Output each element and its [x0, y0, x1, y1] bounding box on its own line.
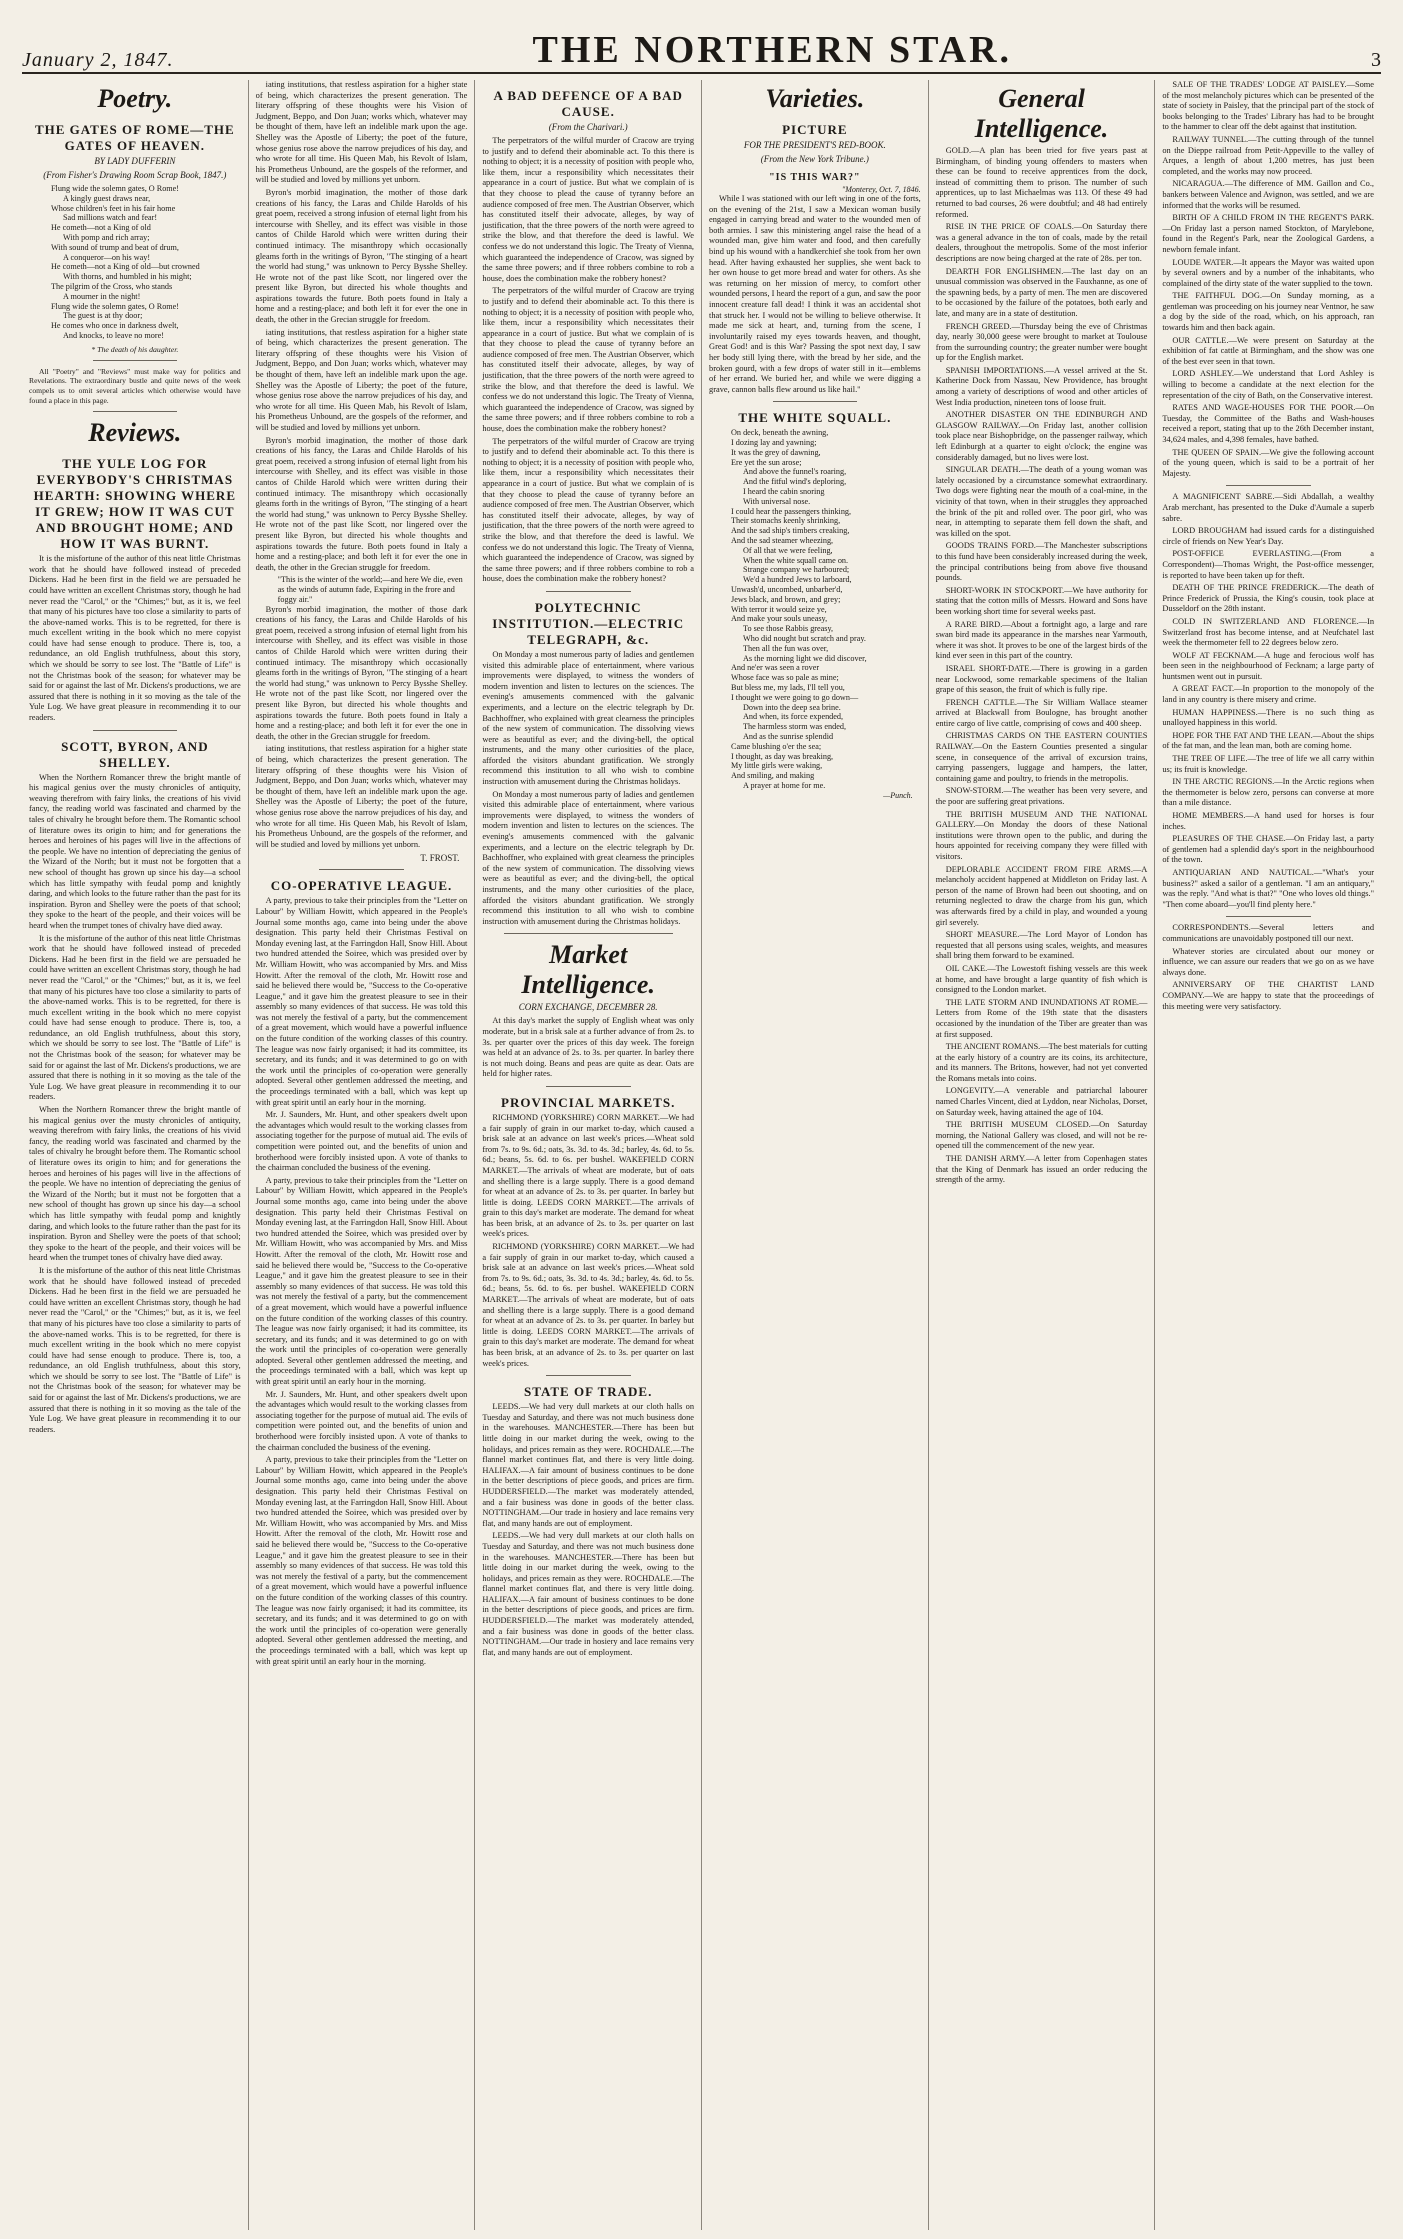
poem-line: Their stomachs keenly shrinking, [731, 516, 841, 526]
coop-body: Mr. J. Saunders, Mr. Hunt, and other speakers dwelt upon the advantages which would result to the working classes from associating together for the purpose of mutual aid. The evils of competition were pointed out, and the benefits of union and brotherhood were forcibly insisted upon. A vote of thanks to the chairman concluded the business of the evening. [255, 1110, 468, 1173]
poem-line: When the white squall came on. [743, 555, 849, 565]
provincial-heading: PROVINCIAL MARKETS. [501, 1094, 676, 1110]
poem-line: The guest is at thy door; [63, 311, 143, 321]
review-body-continued: When the Northern Romancer threw the bright mantle of his magical genius over the musty chronicles of antiquity, weaving therefrom with fairy links, the creations of his vivid fancy, the reading world was fascinated and charmed by the tales of chivalry he brought before them. The Romantic school of literature owes its origin to him; and for generations the heroes and heroines of his pages will live in the affections of the people. We have no intention of depreciating the genius of the Wizard of the North; but it must not be forgotten that a new school of thought has grown up since his day—a school which has little sympathy with feudal pomp and knightly daring, and which looks to the future rather than the past for its inspiration. Byron and Shelley were the poets of that school; they spoke to the heart of the people, and their voices will be heard when the trumpet tones of chivalry have died away. [29, 1105, 241, 1263]
poem-line: With sound of trump and beat of drum, [51, 242, 179, 252]
poem-line: Down into the deep sea brine. [743, 702, 841, 712]
coop-body: A party, previous to take their principles from the "Letter on Labour" by William Howitt, which appeared in the People's Journal some months ago, came into being under the above designation. This party held their Christmas Festival on Monday evening last, at the Farringdon Hall, Snow Hill. About two hundred attended the Soiree, which was presided over by Mr. William Howitt, who was accompanied by Mrs. and Miss Howitt. After the removal of the cloth, Mr. Howitt rose and said he believed there would be, "Success to the Co-operative League," and it gave him the greatest pleasure to see in their assembly so many evidences of that success. He was told this was not merely the festival of a party, but the commencement of a great movement, which would have a powerful influence on the future condition of the working classes of this country. The league was now fairly organised; it had its committee, its secretary, and its funds; and it was determined to go on with the work until the principles of co-operation were generally adopted. Several other gentlemen addressed the meeting, and the proceedings terminated with a ball, which was kept up with great spirit until an early hour in the morning. [255, 1175, 468, 1387]
poem-line: Sad millions watch and fear! [63, 213, 158, 223]
poem-line: Unwash'd, uncombed, unbarber'd, [731, 585, 843, 595]
divider [546, 1375, 631, 1376]
paragraph: HOME MEMBERS.—A hand used for horses is four inches. [1162, 811, 1375, 831]
poem-author: BY LADY DUFFERIN [94, 156, 176, 166]
divider [93, 411, 178, 412]
paragraph: SNOW-STORM.—The weather has been very severe, and the poor are suffering great privations. [935, 786, 1148, 807]
poem-author: —Punch. [883, 790, 913, 800]
divider [773, 401, 858, 402]
market-subheading: CORN EXCHANGE, DECEMBER 28. [518, 1002, 658, 1013]
poem-line: I thought we were going to go down— [731, 692, 859, 702]
market-heading: Market Intelligence. [521, 940, 655, 1000]
masthead [22, 14, 1381, 74]
poem-line: Then all the fun was over, [743, 643, 829, 653]
paragraph: BIRTH OF A CHILD FROM IN THE REGENT'S PARK.—On Friday last a person named Stockton, of Marylebone, found in the Regent's Park, near the Zoological Gardens, a newborn female infant. [1162, 213, 1375, 254]
trade-body: LEEDS.—We had very dull markets at our cloth halls on Tuesday and Saturday, and there was not much business done in the warehouses. MANCHESTER.—There has been but little doing in our market during the week, owing to the holidays, and prices remain as they were. ROCHDALE.—The flannel market continues flat, and there is very little doing. HALIFAX.—A fair amount of business continues to be done in the better descriptions of piece goods, and prices are firm. HUDDERSFIELD.—The market was moderately attended, and a fair business was done in goods of the better class. NOTTINGHAM.—Our trade in hosiery and lace remains very flat, and many hands are out of employment. [482, 1531, 695, 1657]
paragraph: ANOTHER DISASTER ON THE EDINBURGH AND GLASGOW RAILWAY.—On Friday last, another collision took place near Bishopbridge, on the passenger railway, which left Edinburgh at a quarter to eight o'clock; the engine was considerably damaged, but no lives were lost. [935, 410, 1148, 462]
quote-text: "This is the winter of the world;—and here We die, even as the winds of autumn fade, Expiring in the frore and foggy air." [277, 575, 463, 604]
misc-items [1162, 80, 1374, 479]
poem-line: A mourner in the night! [63, 291, 141, 301]
paragraph: RISE IN THE PRICE OF COALS.—On Saturday there was a general advance in the ton of coals, made by the retail dealers, throughout the metropolis. Some of the most inferior descriptions are now being charged at the rate of 28s. per ton. [935, 222, 1148, 263]
poem-body [709, 428, 921, 790]
poem-line: With terror it would seize ye, [731, 604, 827, 614]
poem-footnote: * The death of his daughter. [91, 344, 179, 354]
picture-dateline: "Monterey, Oct. 7, 1846. [841, 185, 921, 194]
article-body: The perpetrators of the wilful murder of Cracow are trying to justify and to defend their abominable act. To this there is nothing to object; it is a necessity of position with people who, like them, incur a responsibility which necessitates their appearance in a court of justice. But what we complain of is that they choose to plead the cause of tyranny before an audience composed of free men. The Austrian Observer, which has constituted itself their advocate, alleges, by way of justification, that the three powers of the north were agreed to strike the blow, and that therefore the deed is lawful. We confess we do not understand this logic. The Treaty of Vienna, which guaranteed the independence of Cracow, was signed by the same three powers; and if three robbers combine to rob a house, does the combination make the robbery honest? [482, 286, 695, 434]
poem-line: Of all that we were feeling, [743, 545, 833, 555]
paragraph: SALE OF THE TRADES' LODGE AT PAISLEY.—Some of the most melancholy pictures which can be presented of the state of society in Paisley, that the principal part of the stock of books belonging to the Trades' Library has had to be brought to the hammer to clear off the debt against that institution. [1162, 80, 1375, 132]
poem-line: A prayer at home for me. [743, 780, 826, 790]
poem-line: Flung wide the solemn gates, O Rome! [51, 184, 180, 193]
poem-line: The harmless storm was ended, [743, 722, 847, 732]
article-body: The perpetrators of the wilful murder of Cracow are trying to justify and to defend their abominable act. To this there is nothing to object; it is a necessity of position with people who, like them, incur a responsibility which necessitates their appearance in a court of justice. But what we complain of is that they choose to plead the cause of tyranny before an audience composed of free men. The Austrian Observer, which has constituted itself their advocate, alleges, by way of justification, that the three powers of the north were agreed to strike the blow, and that therefore the deed is lawful. We confess we do not understand this logic. The Treaty of Vienna, which guaranteed the independence of Cracow, was signed by the same three powers; and if three robbers combine to rob a house, does the combination make the robbery honest? [482, 136, 695, 283]
paragraph: GOLD.—A plan has been tried for five years past at Birmingham, of binding young offenders to masters when these can be found to receive apprentices from the dock, instead of committing them to prison. The number of such apprentices, up to last Michaelmas was 113. Of these 49 had returned to bad courses, 26 were doubtful; and 48 had entirely reformed. [935, 146, 1148, 219]
poem-line: To see those Rabbis greasy, [743, 624, 834, 634]
paragraph: THE BRITISH MUSEUM CLOSED.—On Saturday morning, the National Gallery was closed, and will not be re-opened till the commencement of the new year. [935, 1120, 1148, 1151]
paragraph: NICARAGUA.—The difference of MM. Gaillon and Co., bankers between Valence and Avignon, was settled, and we are informed that the works will be resumed. [1162, 179, 1375, 210]
poem-line: Strange company we harboured; [743, 565, 850, 575]
paragraph: COLD IN SWITZERLAND AND FLORENCE.—In Switzerland frost has become intense, and at Neufchatel last week the thermometer fell to 22 degrees below zero. [1162, 616, 1375, 648]
provincial-body: RICHMOND (YORKSHIRE) CORN MARKET.—We had a fair supply of grain in our market to-day, which caused a brisk sale at an advance on last week's prices.—Wheat sold from 7s. to 9s. 6d.; oats, 3s. 3d. to 4s. 3d.; barley, 4s. 6d. to 5s. 6d.; beans, 5s. 6d. to 6s. per bushel. WAKEFIELD CORN MARKET.—The arrivals of wheat are moderate, but of oats and shelling there is a large supply. There is a good demand for wheat at an advance of 2s. to 3s. per quarter. In barley but little is doing. LEEDS CORN MARKET.—The arrivals of grain to this day's market are moderate. The demand for wheat has been brisk, at an advance of 2s. to 3s. per quarter on last week's prices. [482, 1112, 695, 1239]
paragraph: SHORT-WORK IN STOCKPORT.—We have authority for stating that the cotton mills of Messrs. Howard and Sons have been working short time for several weeks past. [935, 585, 1148, 616]
poem-line: I thought, as day was breaking, [731, 751, 834, 761]
poem-line: On deck, beneath the awning, [731, 428, 829, 438]
divider [1226, 916, 1311, 917]
paragraph: WOLF AT FECKNAM.—A huge and ferocious wolf has been seen in the neighbourhood of Fecknam; a large party of huntsmen went out in pursuit. [1162, 650, 1375, 681]
paragraph: A RARE BIRD.—About a fortnight ago, a large and rare swan bird made its appearance in the marshes near Yarmouth, where it was shot. It proves to be one of the largest birds of the kind ever seen in this part of the country. [935, 619, 1148, 661]
poem-line: My little girls were waking, [731, 761, 823, 771]
divider [504, 933, 673, 934]
paragraph: A GREAT FACT.—In proportion to the monopoly of the land in any country is there misery and crime. [1162, 684, 1375, 705]
paragraph: LOUDE WATER.—It appears the Mayor was waited upon by several owners and by a number of the inhabitants, who complained of the dirty state of the water supplied to the town. [1162, 257, 1375, 288]
paragraph: FRENCH GREED.—Thursday being the eve of Christmas day, nearly 30,000 geese were brought to market at Toulouse from the surrounding country; the greater number were bought up for the English market. [935, 321, 1148, 363]
poem-line: With thorns, and humbled in his might; [63, 272, 192, 282]
page-number: 3 [1371, 49, 1381, 71]
newspaper-title: THE NORTHERN STAR. [532, 29, 1013, 71]
poem-line: He cometh—not a King of old—but crowned [51, 262, 200, 272]
poem-line: Who did nought but scratch and pray. [743, 634, 866, 644]
column-5 [928, 80, 1155, 2230]
trade-heading: STATE OF TRADE. [524, 1384, 653, 1400]
poem-line: As the morning light we did discover, [743, 653, 867, 663]
paragraph: FRENCH CATTLE.—The Sir William Wallace steamer arrived at Blackwall from Boulogne, has brought another entire cargo of live cattle, comprising of cows and 400 sheep. [935, 697, 1148, 728]
divider [93, 730, 178, 731]
misc-note: Whatever stories are circulated about our money or influence, we can assure our readers that we go on as we have always done. [1162, 946, 1375, 977]
article-continued: iating institutions, that restless aspiration for a higher state of being, which characterizes the present generation. The literary offspring of these thoughts were his Vision of Judgment, Beppo, and Don Juan; works which, whatever may be thought of them, have left an indelible mark upon the age. Shelley was the Apostle of Liberty; the poet of the future, whose genius rose above the narrow prejudices of his day, and who wrote for all time. His Queen Mab, his Revolt of Islam, his Prometheus Unbound, are the gospels of the reformer, and will be studied and loved by millions yet unborn. [255, 80, 468, 185]
article-signature: T. FROST. [420, 853, 460, 864]
paragraph: PLEASURES OF THE CHASE.—On Friday last, a party of gentlemen had a splendid day's sport in the neighbourhood of the town. [1162, 834, 1375, 865]
paragraph: RATES AND WAGE-HOUSES FOR THE POOR.—On Tuesday, the Committee of the Baths and Wash-houses received a report, stating that up to the 26th December instant, 34,624 males, and 4,398 females, have bathed. [1162, 403, 1375, 444]
poem-line: It was the grey of dawning, [731, 447, 821, 457]
picture-source: (From the New York Tribune.) [760, 154, 869, 164]
paragraph: OIL CAKE.—The Lowestoft fishing vessels are this week at home, and have brought a large quantity of fish which is consigned to the London market. [935, 963, 1148, 995]
poem-line: And knocks, to leave no more! [63, 330, 164, 340]
paragraph: SHORT MEASURE.—The Lord Mayor of London has requested that all persons using scales, weights, and measures shall bring them forward to be examined. [935, 930, 1148, 961]
paragraph: THE FAITHFUL DOG.—On Sunday morning, as a gentleman was proceeding on his journey near Ventnor, he saw a dog by the side of the road, which, on his approach, ran towards him and then back again. [1162, 291, 1375, 333]
article-body: On Monday a most numerous party of ladies and gentlemen visited this admirable place of entertainment, where various improvements were displayed, to witness the wonders of modern invention and listen to lectures on the sciences. The evening's amusements commenced with the galvanic experiments, and a lecture on the electric telegraph by Dr. Bachhoffner, who explained with great clearness the principles of the new system of communication. The dissolving views were as beautiful as ever; and the diving-bell, the optical instruments, and the many other curiosities of the place, afforded the visitors abundant gratification. We strongly recommend this institution to all who wish to combine instruction with amusement during the Christmas holidays. [482, 649, 695, 787]
paragraph: LONGEVITY.—A venerable and patriarchal labourer named Charles Vincent, died at Lyddon, near Nicholas, Dorset, on Saturday week, having attained the age of 104. [935, 1086, 1148, 1117]
poem-line: And the sad steamer wheezing, [731, 536, 834, 546]
poem-line: He comes who once in darkness dwelt, [51, 321, 179, 331]
paragraph: THE TREE OF LIFE.—The tree of life we all carry within us; its fruit is knowledge. [1162, 754, 1375, 774]
article-title: A BAD DEFENCE OF A BAD CAUSE. [493, 88, 683, 119]
poem-line: And make your souls uneasy, [731, 614, 828, 624]
reviews-heading: Reviews. [88, 418, 182, 448]
paragraph: THE LATE STORM AND INUNDATIONS AT ROME.—Letters from Rome of the 19th state that the disasters occasioned by the inundation of the Tiber are greater than was at first supposed. [935, 997, 1148, 1039]
column-3 [474, 80, 701, 2230]
paragraph: THE BRITISH MUSEUM AND THE NATIONAL GALLERY.—On Monday the doors of these National institutions were thrown open to the public, and during the hours appointed for receiving company they were filled with visitors. [935, 809, 1148, 861]
paragraph: POST-OFFICE EVERLASTING.—(From a Correspondent)—Thomas Wright, the Post-office messenger, is reported to have been taken up for theft. [1162, 549, 1375, 580]
divider [93, 360, 178, 361]
paragraph: OUR CATTLE.—We were present on Saturday at the exhibition of fat cattle at Birmingham, and the show was one of the best ever seen in that town. [1162, 335, 1375, 366]
poem-line: And smiling, and making [731, 771, 815, 781]
article-body: On Monday a most numerous party of ladies and gentlemen visited this admirable place of entertainment, where various improvements were displayed, to witness the wonders of modern invention and listen to lectures on the sciences. The evening's amusements commenced with the galvanic experiments, and a lecture on the electric telegraph by Dr. Bachhoffner, who explained with great clearness the principles of the new system of communication. The dissolving views were as beautiful as ever; and the diving-bell, the optical instruments, and the many other curiosities of the place, afforded the visitors abundant gratification. We strongly recommend this institution to all who wish to combine instruction with amusement during the Christmas holidays. [482, 789, 695, 926]
review-body: When the Northern Romancer threw the bright mantle of his magical genius over the musty chronicles of antiquity, weaving therefrom with fairy links, the creations of his vivid fancy, the reading world was fascinated and charmed by the tales of chivalry he brought before them. The Romantic school of literature owes its origin to him; and for generations the heroes and heroines of his pages will live in the affections of the people. We have no intention of depreciating the genius of the Wizard of the North; but it must not be forgotten that a new school of thought has grown up since his day—a school which has little sympathy with feudal pomp and knightly daring, and which looks to the future rather than the past for its inspiration. Byron and Shelley were the poets of that school; they spoke to the heart of the people, and their voices will be heard when the trumpet tones of chivalry have died away. [29, 772, 241, 930]
misc-items-2 [1162, 492, 1374, 910]
paragraph: HOPE FOR THE FAT AND THE LEAN.—About the ships of the fat man, and the lean man, both are coming home. [1162, 730, 1375, 751]
poem-line: I dozing lay and yawning; [731, 438, 817, 448]
trade-body: LEEDS.—We had very dull markets at our cloth halls on Tuesday and Saturday, and there was not much business done in the warehouses. MANCHESTER.—There has been but little doing in our market during the week, owing to the holidays, and prices remain as they were. ROCHDALE.—The flannel market continues flat, and there is very little doing. HALIFAX.—A fair amount of business continues to be done in the better descriptions of piece goods, and prices are firm. HUDDERSFIELD.—The market was moderately attended, and a fair business was done in goods of the better class. NOTTINGHAM.—Our trade in hosiery and lace remains very flat, and many hands are out of employment. [482, 1402, 695, 1528]
review-body-continued: It is the misfortune of the author of this neat little Christmas work that he should have followed instead of preceded Dickens. Had he been first in the field we are persuaded he could have written an excellent Christmas story, though he had never read the "Carol," or the "Chimes;" but, as it is, we feel that many of his pictures have too close a similarity to parts of the above-named works. This is to be regretted, for there is much excellent writing in the book which no mere copyist could have had sense enough to produce. There is, too, a redundance, an old English truthfulness, about this story, which we should be sorry to see lost. The "Battle of Life" is not the Christmas book of the season; for whatever may be said for or against the last of Mr. Dickens's productions, we are assured that there is nothing in it so moving as the tale of the Yule Log. We have great pleasure in recommending it to our readers. [29, 1265, 241, 1434]
paragraph: THE DANISH ARMY.—A letter from Copenhagen states that the King of Denmark has issued an order reducing the strength of the army. [935, 1154, 1148, 1185]
coop-body: Mr. J. Saunders, Mr. Hunt, and other speakers dwelt upon the advantages which would result to the working classes from associating together for the purpose of mutual aid. The evils of competition were pointed out, and the benefits of union and brotherhood were forcibly insisted upon. A vote of thanks to the chairman concluded the business of the evening. [255, 1389, 468, 1452]
article-body: The perpetrators of the wilful murder of Cracow are trying to justify and to defend their abominable act. To this there is nothing to object; it is a necessity of position with people who, like them, incur a responsibility which necessitates their appearance in a court of justice. But what we complain of is that they choose to plead the cause of tyranny before an audience composed of free men. The Austrian Observer, which has constituted itself their advocate, alleges, by way of justification, that the three powers of the north were agreed to strike the blow, and that therefore the deed is lawful. We confess we do not understand this logic. The Treaty of Vienna, which guaranteed the independence of Cracow, was signed by the same three powers; and if three robbers combine to rob a house, does the combination make the robbery honest? [482, 436, 695, 584]
poem-line: A conqueror—on his way! [63, 252, 151, 262]
poem-line: Came blushing o'er the sea; [731, 741, 822, 751]
review-body: It is the misfortune of the author of this neat little Christmas work that he should have followed instead of preceded Dickens. Had he been first in the field we are persuaded he could have written an excellent Christmas story, though he had never read the "Carol," or the "Chimes;" but, as it is, we feel that many of his pictures have too close a similarity to parts of the above-named works. This is to be regretted, for there is much excellent writing in the book which no mere copyist could have had sense enough to produce. There is, too, a redundance, an old English truthfulness, about this story, which we should be sorry to see lost. The "Battle of Life" is not the Christmas book of the season; for whatever may be said for or against the last of Mr. Dickens's productions, we are assured that there is nothing in it so moving as the tale of the Yule Log. We have great pleasure in recommending it to our readers. [29, 554, 241, 723]
poem-line: And the fitful wind's deploring, [743, 477, 847, 487]
divider [319, 869, 404, 870]
paragraph: DEARTH FOR ENGLISHMEN.—The last day on an unusual commission was observed in the Fauxhanne, as one of the spawning beds, by a party of men. The men are discovered to be occasioned by the failure of the potatoes, both early and late, and many are in a state of destitution. [935, 266, 1148, 318]
poem-line: With pomp and rich array; [63, 232, 150, 242]
poem-line: Whose children's feet in his fair home [51, 203, 176, 213]
poem-source: (From Fisher's Drawing Room Scrap Book, 1847.) [43, 170, 227, 180]
misc-note: ANNIVERSARY OF THE CHARTIST LAND COMPANY.—We are happy to state that the proceedings of this meeting were very satisfactory. [1162, 980, 1375, 1011]
article-source: (From the Charivari.) [548, 122, 628, 132]
provincial-body: RICHMOND (YORKSHIRE) CORN MARKET.—We had a fair supply of grain in our market to-day, which caused a brisk sale at an advance on last week's prices.—Wheat sold from 7s. to 9s. 6d.; oats, 3s. 3d. to 4s. 3d.; barley, 4s. 6d. to 5s. 6d.; beans, 5s. 6d. to 6s. per bushel. WAKEFIELD CORN MARKET.—The arrivals of wheat are moderate, but of oats and shelling there is a large supply. There is a good demand for wheat at an advance of 2s. to 3s. per quarter. In barley but little is doing. LEEDS CORN MARKET.—The arrivals of grain to this day's market are moderate. The demand for wheat has been brisk, at an advance of 2s. to 3s. per quarter on last week's prices. [482, 1242, 695, 1368]
paragraph: ANTIQUARIAN AND NAUTICAL.—"What's your business?" asked a sailor of a gentleman. "I am an antiquary," was the reply. "And what is that?" "One who loves old things." "Then come aboard—you'll find plenty here." [1162, 867, 1375, 909]
picture-quote: "IS THIS WAR?" [769, 172, 861, 183]
paragraph: ISRAEL SHORT-DATE.—There is growing in a garden near Lockwood, some remarkable specimens of the Italian grape of this season, the fruit of which is fully ripe. [935, 663, 1148, 695]
poem-line: And the sad ship's timbers creaking, [731, 526, 850, 536]
picture-body: While I was stationed with our left wing in one of the forts, on the evening of the 21st, I saw a Mexican woman busily engaged in carrying bread and water to the wounded men of both armies. I saw this ministering angel raise the head of a wounded man, give him water and food, and then carefully bind up his wound with a handkerchief she took from her own head. After having exhausted her supplies, she went back to her own house to get more bread and water for others. As she was returning on her mission of mercy, to comfort other wounded persons, I heard the report of a gun, and saw the poor innocent creature fall dead! I think it was an accidental shot that struck her. I would not be willing to believe otherwise. It made me sick at heart, and, turning from the scene, I involuntarily raised my eyes towards heaven, and thought, Great God! and is this War? Passing the spot next day, I saw her body still lying there, with the bread by her side, and the broken gourd, with a few drops of water still in it—emblems of her errand. We buried her, and while we were digging a grave, cannon balls flew around us like hail." [709, 194, 921, 394]
picture-title: PICTURE [782, 122, 848, 137]
paragraph: LORD BROUGHAM had issued cards for a distinguished circle of friends on New Year's Day. [1162, 526, 1375, 546]
market-body: At this day's market the supply of English wheat was only moderate, but in a brisk sale at a further advance of from 2s. to 3s. per quarter over the prices of this day week. The foreign was held at an advance of 2s. to 3s. per quarter. In barley there is not much doing. Beans and peas are quite as dear. Oats are held for higher rates. [482, 1016, 695, 1079]
article-body: Byron's morbid imagination, the mother of those dark creations of his fancy, the Laras and Childe Harolds of his great poem, received a strong infusion of eternal light from his intercourse with Shelley, and its effect was visible in those cantos of Childe Harold which were written during their continued intimacy. The misanthropy which occasionally gleams forth in the writings of Byron, "The stinging of a heart the world had stung," was unknown to Percy Bysshe Shelley. He wrote not of the past like Scott, nor lingered over the present like Byron, but directed his whole thoughts and aspirations towards the future. Both poets found in Italy a home and a resting-place; and both left it for ever the one in death, the other in the Grecian struggle for freedom. [255, 604, 468, 741]
poem-line: Flung wide the solemn gates, O Rome! [51, 301, 180, 311]
divider [1226, 485, 1311, 486]
paragraph: A MAGNIFICENT SABRE.—Sidi Abdallah, a wealthy Arab merchant, has presented to the Duke d'Aumale a superb sabre. [1162, 492, 1375, 523]
poem-title: THE GATES OF ROME—THE GATES OF HEAVEN. [34, 122, 235, 153]
quote [256, 575, 468, 604]
poetry-heading: Poetry. [97, 84, 173, 113]
article-title: POLYTECHNIC INSTITUTION.—ELECTRIC TELEGRAPH, &c. [492, 599, 685, 647]
poem-line: He cometh—not a King of old [51, 223, 151, 233]
review-title: SCOTT, BYRON, AND SHELLEY. [61, 738, 209, 770]
poem-body [29, 184, 241, 341]
issue-date: January 2, 1847. [22, 49, 174, 71]
paragraph: SINGULAR DEATH.—The death of a young woman was lately occasioned by a circumstance somewhat extraordinary. Two dogs were fighting near the mouth of a coal-mine, in the vicinity of that town, when in their struggles they approached the brink of the pit and rolled over. The poor girl, who was near, in attempting to separate them fell down the shaft, and was killed on the spot. [935, 465, 1148, 538]
divider [546, 1086, 631, 1087]
paragraph: LORD ASHLEY.—We understand that Lord Ashley is willing to become a candidate at the next election for the representation of the city of Bath, on the Conservative interest. [1162, 369, 1375, 400]
poem-line: The pilgrim of the Cross, who stands [51, 281, 173, 291]
poem-line: And when, its force expended, [743, 712, 844, 722]
coop-body: A party, previous to take their principles from the "Letter on Labour" by William Howitt, which appeared in the People's Journal some months ago, came into being under the above designation. This party held their Christmas Festival on Monday evening last, at the Farringdon Hall, Snow Hill. About two hundred attended the Soiree, which was presided over by Mr. William Howitt, who was accompanied by Mrs. and Miss Howitt. After the removal of the cloth, Mr. Howitt rose and said he believed there would be, "Success to the Co-operative League," and it gave him the greatest pleasure to see in their assembly so many evidences of that success. He was told this was not merely the festival of a party, but the commencement of a great movement, which would have a powerful influence on the future condition of the working classes of this country. The league was now fairly organised; it had its committee, its secretary, and its funds; and it was determined to go on with the work until the principles of co-operation were generally adopted. Several other gentlemen addressed the meeting, and the proceedings terminated with a ball, which was kept up with great spirit until an early hour in the morning. [255, 896, 468, 1107]
column-4 [701, 80, 928, 2230]
paragraph: GOODS TRAINS FORD.—The Manchester subscriptions to this fund have been considerably increased during the week, the principal contributions being from above five thousand pounds. [935, 541, 1148, 583]
varieties-heading: Varieties. [765, 84, 865, 113]
intelligence-items [936, 146, 1148, 1186]
poem-line: I heard the cabin snoring [743, 487, 825, 497]
coop-body: A party, previous to take their principles from the "Letter on Labour" by William Howitt, which appeared in the People's Journal some months ago, came into being under the above designation. This party held their Christmas Festival on Monday evening last, at the Farringdon Hall, Snow Hill. About two hundred attended the Soiree, which was presided over by Mr. William Howitt, who was accompanied by Mrs. and Miss Howitt. After the removal of the cloth, Mr. Howitt rose and said he believed there would be, "Success to the Co-operative League," and it gave him the greatest pleasure to see in their assembly so many evidences of that success. He was told this was not merely the festival of a party, but the commencement of a great movement, which would have a powerful influence on the future condition of the working classes of this country. The league was now fairly organised; it had its committee, its secretary, and its funds; and it was determined to go on with the work until the principles of co-operation were generally adopted. Several other gentlemen addressed the meeting, and the proceedings terminated with a ball, which was kept up with great spirit until an early hour in the morning. [255, 1455, 468, 1666]
poem-line: With universal nose. [743, 496, 811, 506]
poem-line: I could hear the passengers thinking, [731, 506, 852, 516]
columns [22, 80, 1381, 2230]
column-6 [1154, 80, 1381, 2230]
poem-line: We'd a hundred Jews to larboard, [743, 575, 852, 585]
paragraph: THE QUEEN OF SPAIN.—We give the following account of the young queen, which is said to be a portrait of her Majesty. [1162, 447, 1375, 478]
poem-title: THE WHITE SQUALL. [738, 410, 892, 426]
coop-title: CO-OPERATIVE LEAGUE. [270, 878, 453, 894]
poem-line: Ere yet the sun arose; [731, 457, 802, 467]
poem-line: But bless me, my lads, I'll tell you, [731, 683, 845, 692]
paragraph: RAILWAY TUNNEL.—The cutting through of the tunnel on the Dieppe railroad from Petit-Appeville to the valley of Arques, a length of about 1,200 metres, has just been completed, and the works may now proceed. [1162, 134, 1375, 176]
divider [546, 591, 631, 592]
poem-line: And as the sunrise splendid [743, 731, 834, 741]
paragraph: SPANISH IMPORTATIONS.—A vessel arrived at the St. Katherine Dock from Nassau, New Providence, has brought among a variety of descriptions of wood and other articles of West India production, nineteen tons of loose fruit. [935, 365, 1148, 407]
column-2 [248, 80, 475, 2230]
review-title: THE YULE LOG FOR EVERYBODY'S CHRISTMAS HEARTH: SHOWING WHERE IT GREW; HOW IT WAS CUT AND BROUGHT HOME; AND HOW IT WAS BURNT. [33, 456, 236, 552]
article-body: Byron's morbid imagination, the mother of those dark creations of his fancy, the Laras and Childe Harolds of his great poem, received a strong infusion of eternal light from his intercourse with Shelley, and its effect was visible in those cantos of Childe Harold which were written during their continued intimacy. The misanthropy which occasionally gleams forth in the writings of Byron, "The stinging of a heart the world had stung," was unknown to Percy Bysshe Shelley. He wrote not of the past like Scott, nor lingered over the present like Byron, but directed his whole thoughts and aspirations towards the future. Both poets found in Italy a home and a resting-place; and both left it for ever the one in death, the other in the Grecian struggle for freedom. [255, 435, 468, 572]
column-1 [22, 80, 248, 2230]
poem-line: Jews black, and brown, and grey; [731, 594, 841, 604]
paragraph: HUMAN HAPPINESS.—There is no such thing as unalloyed happiness in this world. [1162, 707, 1375, 728]
paragraph: THE ANCIENT ROMANS.—The best materials for cutting at the early history of a country are its coins, its architecture, and its manners. The Britons, however, had not yet converted the Romans metals into coins. [935, 1042, 1148, 1083]
article-body: iating institutions, that restless aspiration for a higher state of being, which characterizes the present generation. The literary offspring of these thoughts were his Vision of Judgment, Beppo, and Don Juan; works which, whatever may be thought of them, have left an indelible mark upon the age. Shelley was the Apostle of Liberty; the poet of the future, whose genius rose above the narrow prejudices of his day, and who wrote for all time. His Queen Mab, his Revolt of Islam, his Prometheus Unbound, are the gospels of the reformer, and will be studied and loved by millions yet unborn. [255, 327, 468, 432]
poem-line: A kingly guest draws near, [63, 193, 151, 203]
correspondents-note: CORRESPONDENTS.—Several letters and communications are unavoidably postponed till our next. [1162, 923, 1375, 943]
picture-subtitle: FOR THE PRESIDENT'S RED-BOOK. [743, 140, 886, 150]
poem-line: And ne'er was seen a rover [731, 663, 820, 673]
paragraph: DEPLORABLE ACCIDENT FROM FIRE ARMS.—A melancholy accident happened at Middleton on Friday last. A person of the name of Brown had been out shooting, and on returning neglected to draw the charge from his gun, which was afterwards fired by a child in play, and wounded a young girl severely. [935, 864, 1148, 927]
poem-line: And above the funnel's roaring, [743, 467, 847, 477]
article-body: iating institutions, that restless aspiration for a higher state of being, which characterizes the present generation. The literary offspring of these thoughts were his Vision of Judgment, Beppo, and Don Juan; works which, whatever may be thought of them, have left an indelible mark upon the age. Shelley was the Apostle of Liberty; the poet of the future, whose genius rose above the narrow prejudices of his day, and who wrote for all time. His Queen Mab, his Revolt of Islam, his Prometheus Unbound, are the gospels of the reformer, and will be studied and loved by millions yet unborn. [255, 744, 468, 849]
review-body-continued: It is the misfortune of the author of this neat little Christmas work that he should have followed instead of preceded Dickens. Had he been first in the field we are persuaded he could have written an excellent Christmas story, though he had never read the "Carol," or the "Chimes;" but, as it is, we feel that many of his pictures have too close a similarity to parts of the above-named works. This is to be regretted, for there is much excellent writing in the book which no mere copyist could have had sense enough to produce. There is, too, a redundance, an old English truthfulness, about this story, which we should be sorry to see lost. The "Battle of Life" is not the Christmas book of the season; for whatever may be said for or against the last of Mr. Dickens's productions, we are assured that there is nothing in it so moving as the tale of the Yule Log. We have great pleasure in recommending it to our readers. [29, 933, 241, 1102]
paragraph: CHRISTMAS CARDS ON THE EASTERN COUNTIES RAILWAY.—On the Eastern Counties presented a singular scene, in consequence of the arrival of excursion trains, carrying passengers, luggage and hampers, the latter, containing game and poultry, to friends in the metropolis. [935, 731, 1148, 783]
paragraph: DEATH OF THE PRINCE FREDERICK.—The death of Prince Frederick of Prussia, the King's cousin, took place at Dusseldorf on the 28th instant. [1162, 583, 1375, 614]
poem-line: Whose face was so pale as mine; [731, 673, 839, 683]
article-body: Byron's morbid imagination, the mother of those dark creations of his fancy, the Laras and Childe Harolds of his great poem, received a strong infusion of eternal light from his intercourse with Shelley, and its effect was visible in those cantos of Childe Harold which were written during their continued intimacy. The misanthropy which occasionally gleams forth in the writings of Byron, "The stinging of a heart the world had stung," was unknown to Percy Bysshe Shelley. He wrote not of the past like Scott, nor lingered over the present like Byron, but directed his whole thoughts and aspirations towards the future. Both poets found in Italy a home and a resting-place; and both left it for ever the one in death, the other in the Grecian struggle for freedom. [255, 187, 468, 325]
editor-note: All "Poetry" and "Reviews" must make way for politics and Revelations. The extraordinary bustle and quite news of the week compels us to omit several articles which otherwise would have found a place in this page. [29, 366, 241, 405]
intelligence-heading: General Intelligence. [974, 84, 1109, 143]
paragraph: IN THE ARCTIC REGIONS.—In the Arctic regions when the thermometer is below zero, persons can converse at more than a mile distance. [1162, 777, 1375, 808]
